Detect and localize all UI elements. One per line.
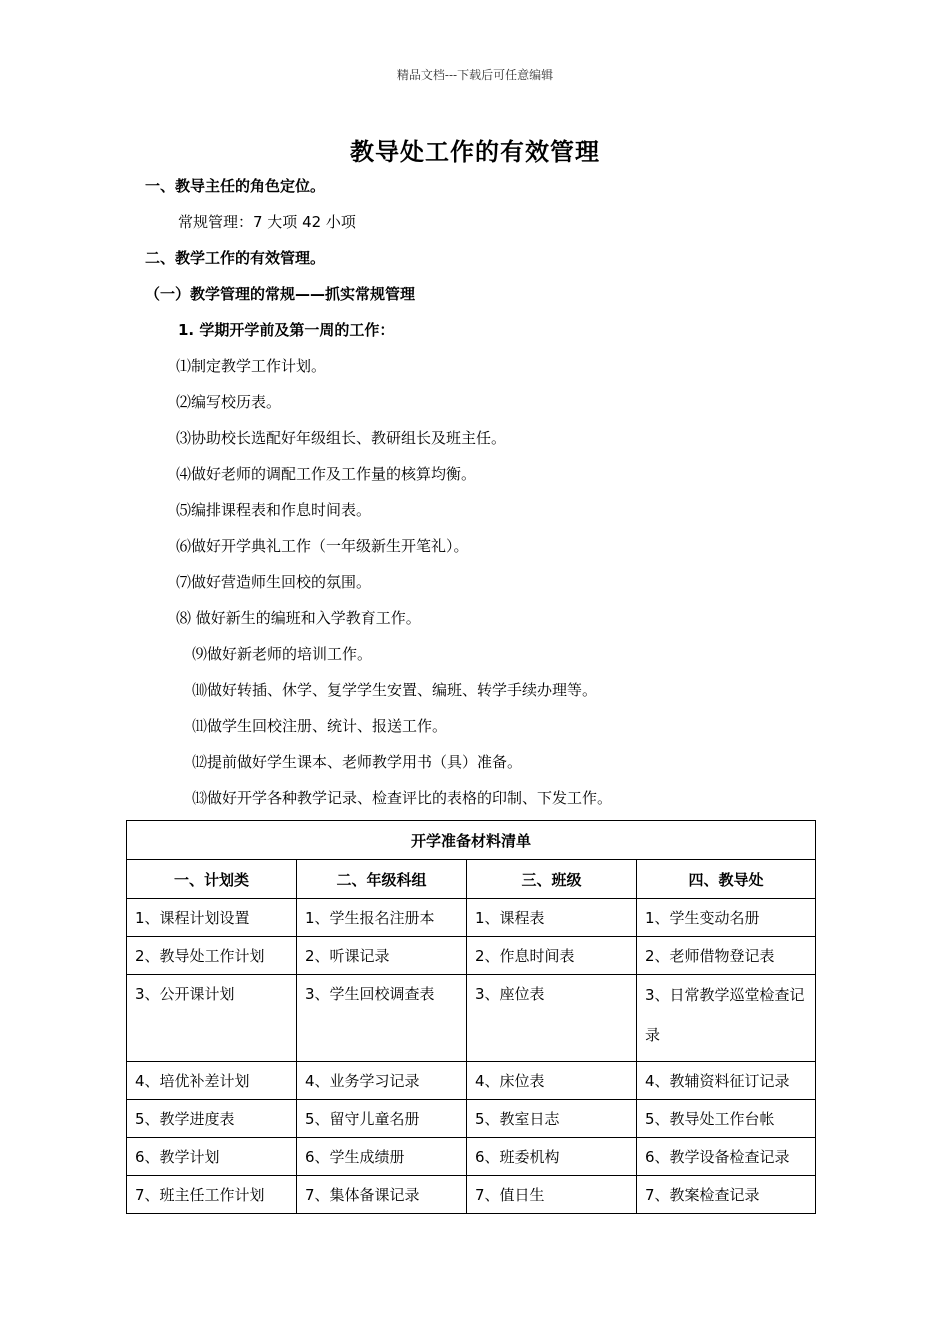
table-cell: 4、教辅资料征订记录 bbox=[637, 1062, 816, 1100]
table-cell: 7、班主任工作计划 bbox=[127, 1176, 297, 1214]
table-row bbox=[127, 937, 816, 975]
table-cell: 2、教导处工作计划 bbox=[127, 937, 297, 975]
column-header: 四、教导处 bbox=[637, 860, 816, 899]
list-item: ⒀做好开学各种教学记录、检查评比的表格的印制、下发工作。 bbox=[192, 789, 613, 807]
section-2-item-heading: 1. 学期开学前及第一周的工作： bbox=[178, 321, 395, 339]
section-1-text: 常规管理：7 大项 42 小项 bbox=[178, 213, 356, 231]
list-item: ⑽做好转插、休学、复学学生安置、编班、转学手续办理等。 bbox=[192, 681, 598, 699]
table-cell: 4、业务学习记录 bbox=[297, 1062, 467, 1100]
list-item: ⑹做好开学典礼工作（一年级新生开笔礼）。 bbox=[176, 537, 469, 555]
table-header-row bbox=[127, 860, 816, 899]
table-cell: 7、值日生 bbox=[467, 1176, 637, 1214]
table-cell: 1、学生报名注册本 bbox=[297, 899, 467, 937]
table-cell: 7、集体备课记录 bbox=[297, 1176, 467, 1214]
table-cell: 4、床位表 bbox=[467, 1062, 637, 1100]
list-item: ⑴制定教学工作计划。 bbox=[176, 357, 327, 375]
table-cell: 1、学生变动名册 bbox=[637, 899, 816, 937]
table-cell: 3、座位表 bbox=[467, 975, 637, 1062]
table-cell: 7、教案检查记录 bbox=[637, 1176, 816, 1214]
list-item: ⑺做好营造师生回校的氛围。 bbox=[176, 573, 372, 591]
table-caption: 开学准备材料清单 bbox=[127, 821, 816, 860]
list-item: ⑼做好新老师的培训工作。 bbox=[192, 645, 373, 663]
table-row bbox=[127, 1138, 816, 1176]
list-item: ⑾做学生回校注册、统计、报送工作。 bbox=[192, 717, 448, 735]
table-cell: 5、教室日志 bbox=[467, 1100, 637, 1138]
table-cell: 1、课程计划设置 bbox=[127, 899, 297, 937]
list-item: ⑵编写校历表。 bbox=[176, 393, 282, 411]
table-cell: 5、教学进度表 bbox=[127, 1100, 297, 1138]
table-cell: 1、课程表 bbox=[467, 899, 637, 937]
table-cell: 3、公开课计划 bbox=[127, 975, 297, 1062]
table-cell: 2、作息时间表 bbox=[467, 937, 637, 975]
column-header: 一、计划类 bbox=[127, 860, 297, 899]
list-item: ⑶协助校长选配好年级组长、教研组长及班主任。 bbox=[176, 429, 507, 447]
table-row bbox=[127, 1100, 816, 1138]
table-cell: 6、教学设备检查记录 bbox=[637, 1138, 816, 1176]
table-row bbox=[127, 1062, 816, 1100]
column-header: 二、年级科组 bbox=[297, 860, 467, 899]
table-cell: 2、老师借物登记表 bbox=[637, 937, 816, 975]
section-2-subheading: （一）教学管理的常规——抓实常规管理 bbox=[145, 285, 416, 303]
section-1-heading: 一、教导主任的角色定位。 bbox=[145, 177, 326, 195]
table-row bbox=[127, 899, 816, 937]
table-cell: 5、教导处工作台帐 bbox=[637, 1100, 816, 1138]
document-title: 教导处工作的有效管理 bbox=[350, 138, 600, 166]
list-item: ⑷做好老师的调配工作及工作量的核算均衡。 bbox=[176, 465, 477, 483]
list-item: ⑿提前做好学生课本、老师教学用书（具）准备。 bbox=[192, 753, 523, 771]
table-row bbox=[127, 975, 816, 1062]
list-item: ⑸编排课程表和作息时间表。 bbox=[176, 501, 372, 519]
table-cell: 3、学生回校调查表 bbox=[297, 975, 467, 1062]
table-cell: 6、班委机构 bbox=[467, 1138, 637, 1176]
section-2-heading: 二、教学工作的有效管理。 bbox=[145, 249, 326, 267]
page-header: 精品文档---下载后可任意编辑 bbox=[396, 68, 554, 82]
table-cell: 6、教学计划 bbox=[127, 1138, 297, 1176]
table-cell: 6、学生成绩册 bbox=[297, 1138, 467, 1176]
table-cell: 5、留守儿童名册 bbox=[297, 1100, 467, 1138]
table-cell: 3、日常教学巡堂检查记录 bbox=[637, 975, 816, 1062]
table-row bbox=[127, 1176, 816, 1214]
table-caption-row bbox=[127, 821, 816, 860]
column-header: 三、班级 bbox=[467, 860, 637, 899]
table-cell: 2、听课记录 bbox=[297, 937, 467, 975]
materials-table bbox=[126, 820, 816, 1214]
table-cell: 4、培优补差计划 bbox=[127, 1062, 297, 1100]
list-item: ⑻ 做好新生的编班和入学教育工作。 bbox=[176, 609, 421, 627]
